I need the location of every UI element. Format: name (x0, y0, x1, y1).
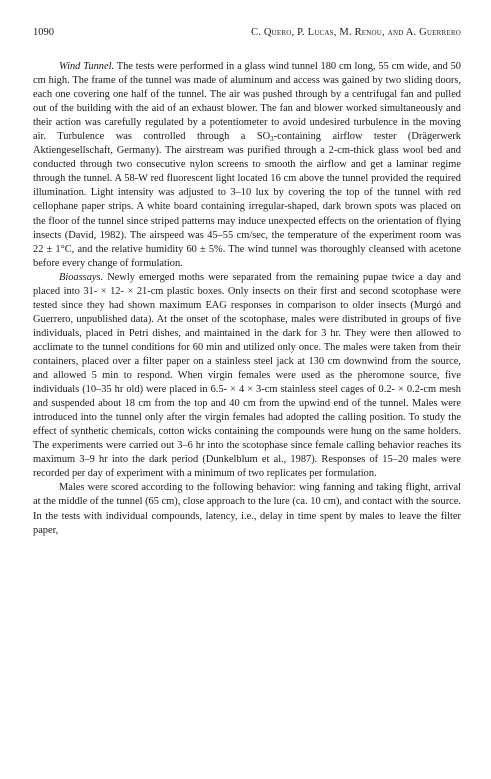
chemical-subscript: 3 (270, 135, 274, 144)
paragraph-text: -containing airflow tester (Drägerwerk Aktiengesellschaft, Germany). The airstream was purified through a 2-cm-thick glass wool bed and conducted through two consecutive nylon screens to smooth the airflow and get a laminar regime through the tunnel. A 58-W red fluorescent light located 16 cm above the tunnel provided the required illumination. Light intensity was adjusted to 3–10 lux by covering the top of the tunnel with red cellophane paper strips. A white board containing irregular-shaped, dark brown spots was placed on the floor of the tunnel since striped patterns may induce unexpected effects on the orientation of flying insects (David, 1982). The airspeed was 45–55 cm/sec, the temperature of the experiment room was 22 ± 1°C, and the relative humidity 60 ± 5%. The wind tunnel was thoroughly cleansed with acetone before every change of formulation. (33, 131, 461, 269)
page-number: 1090 (33, 27, 54, 38)
paragraph-text: Newly emerged moths were separated from the remaining pupae twice a day and placed into 31- × 12- × 21-cm plastic boxes. Only insects on their first and second scotophase were tested since they had shown maximum EAG responses in comparison to older insects (Murgó and Guerrero, unpublished data). At the onset of the scotophase, males were distributed in groups of five individuals, placed in Petri dishes, and maintained in the dark for 3 hr. They were then allowed to acclimate to the tunnel conditions for 60 min and utilized only once. The males were taken from their containers, placed over a filter paper on a stainless steel jack at 130 cm downwind from the source, and allowed 5 min to respond. When virgin females were used as the pheromone source, five individuals (10–35 hr old) were placed in 6.5- × 4 × 3-cm stainless steel cages of 0.2- × 0.2-cm mesh and suspended about 18 cm from the top and 40 cm from the upwind end of the tunnel. Males were introduced into the tunnel only after the virgin females had adopted the calling position. To study the effect of synthetic chemicals, cotton wicks containing the compounds were hung on the same holders. The experiments were carried out 3–6 hr into the scotophase since female calling behavior reaches its maximum 3–9 hr into the dark period (Dunkelblum et al., 1987). Responses of 15–20 males were recorded per day of experiment with a minimum of two replicates per formulation. (33, 271, 461, 480)
section-heading-bioassays: Bioassays. (59, 271, 104, 283)
paragraph-text: Males were scored according to the following behavior: wing fanning and taking flight, arrival at the middle of the tunnel (65 cm), close approach to the lure (ca. 10 cm), and contact with the source. In the tests with individual compounds, latency, i.e., delay in time spent by males to leave the filter paper, (33, 482, 461, 536)
paragraph-wind-tunnel (33, 60, 461, 271)
paragraph-text: The tests were performed in a glass wind tunnel 180 cm long, 55 cm wide, and 50 cm high. The frame of the tunnel was made of aluminum and access was gained by two sliding doors, each one covering one half of the tunnel. The air was pushed through by a centrifugal fan and pulled out of the building with the aid of an exhaust blower. The fan and blower worked simultaneously and their action was carefully regulated by a potentiometer to avoid undesired turbulence in the moving air. Turbulence was controlled through a SO (33, 61, 461, 143)
body-text (33, 60, 461, 538)
running-head: C. Quero, P. Lucas, M. Renou, and A. Guerrero (251, 27, 461, 38)
paragraph-bioassays (33, 271, 461, 482)
paragraph-scoring (33, 481, 461, 537)
journal-page (33, 26, 461, 538)
page-header (33, 26, 461, 40)
section-heading-wind-tunnel: Wind Tunnel. (59, 61, 115, 72)
